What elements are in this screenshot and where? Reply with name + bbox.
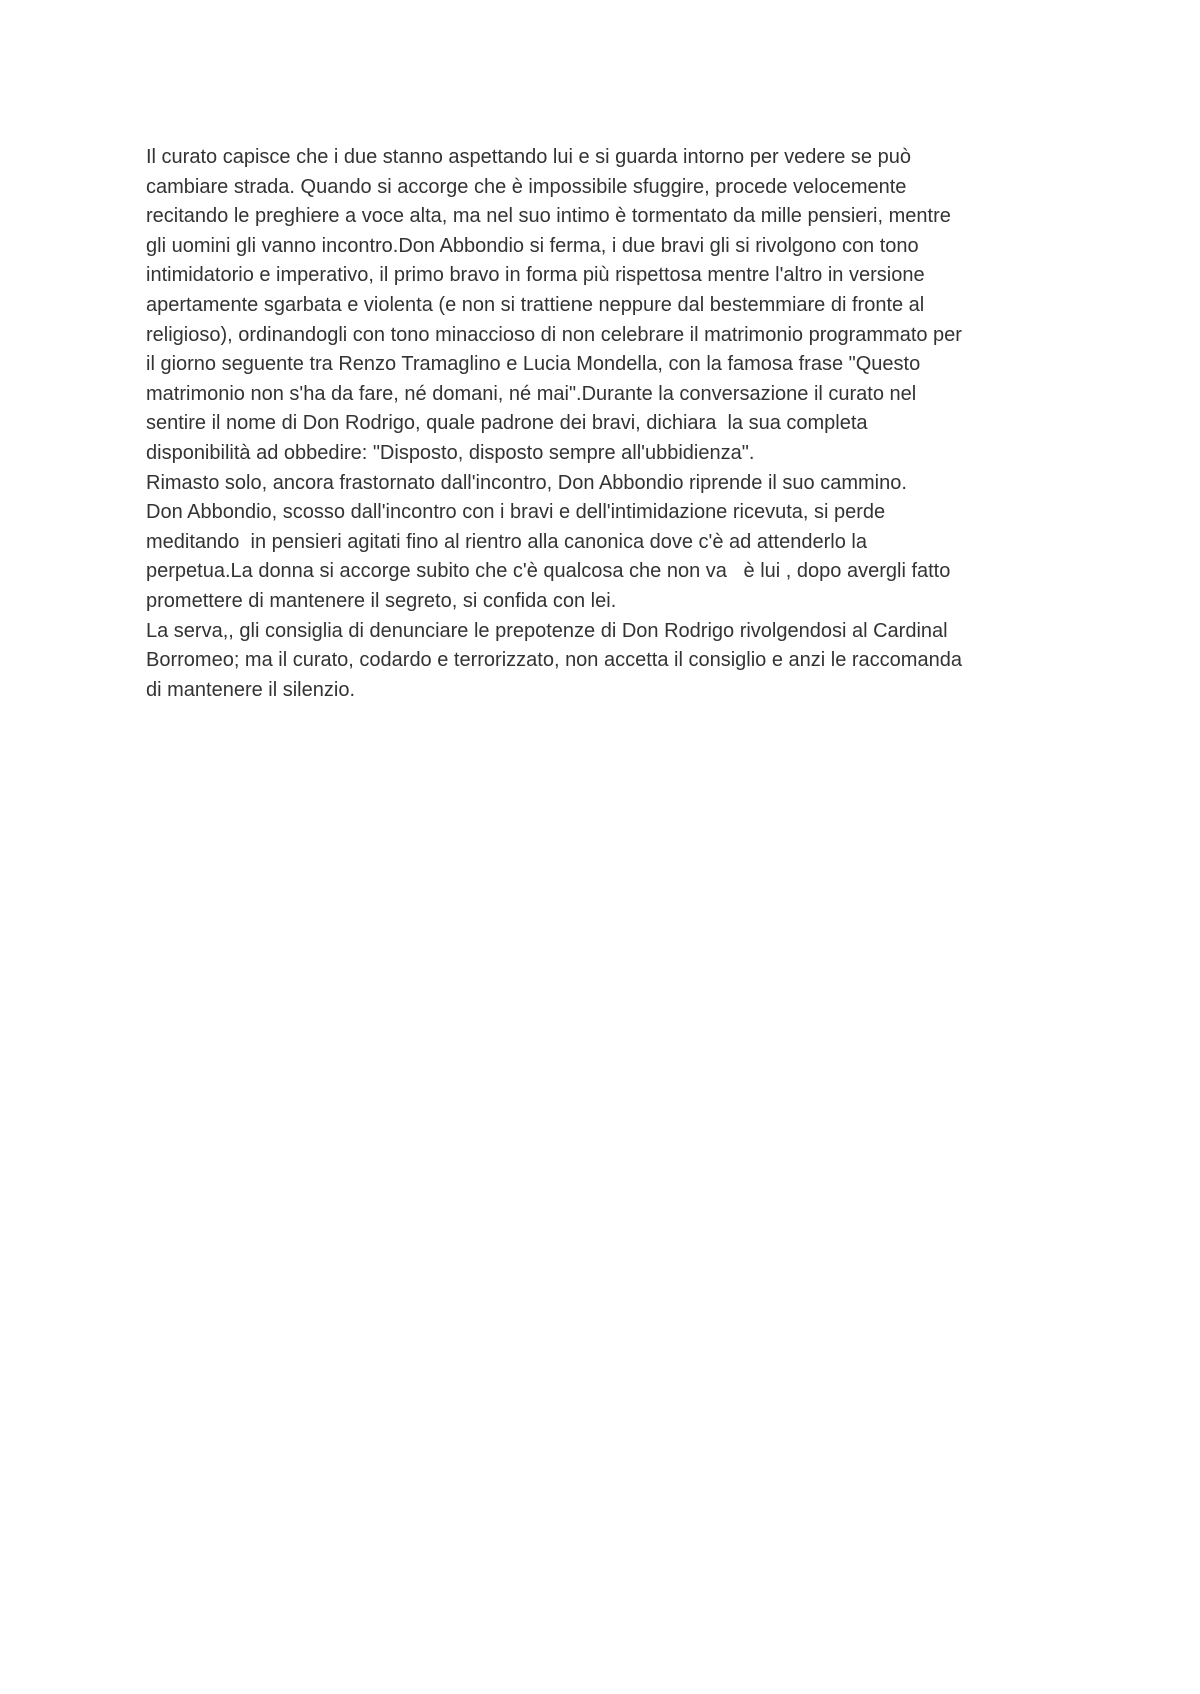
text-line: apertamente sgarbata e violenta (e non si trattiene neppure dal bestemmiare di fronte al xyxy=(146,293,925,316)
text-line: gli uomini gli vanno incontro.Don Abbondio si ferma, i due bravi gli si rivolgono con tono xyxy=(146,234,919,257)
text-line: cambiare strada. Quando si accorge che è impossibile sfuggire, procede velocemente xyxy=(146,175,907,198)
text-line: sentire il nome di Don Rodrigo, quale padrone dei bravi, dichiara la sua completa xyxy=(146,412,868,435)
text-line: meditando in pensieri agitati fino al rientro alla canonica dove c'è ad attenderlo la xyxy=(146,530,867,553)
text-line: intimidatorio e imperativo, il primo bravo in forma più rispettosa mentre l'altro in versione xyxy=(146,264,925,287)
text-line: Don Abbondio, scosso dall'incontro con i bravi e dell'intimidazione ricevuta, si perde xyxy=(146,501,886,524)
text-line: Rimasto solo, ancora frastornato dall'incontro, Don Abbondio riprende il suo cammino. xyxy=(146,471,907,494)
text-line: Il curato capisce che i due stanno aspettando lui e si guarda intorno per vedere se può xyxy=(146,146,911,168)
text-line: La serva,, gli consiglia di denunciare le prepotenze di Don Rodrigo rivolgendosi al Cardinal xyxy=(146,619,948,642)
text-line: disponibilità ad obbedire: "Disposto, disposto sempre all'ubbidienza". xyxy=(146,441,755,464)
text-line: di mantenere il silenzio. xyxy=(146,678,355,701)
text-line: il giorno seguente tra Renzo Tramaglino e Lucia Mondella, con la famosa frase "Questo xyxy=(146,353,921,376)
document-body-text xyxy=(146,143,1076,705)
text-line: recitando le preghiere a voce alta, ma nel suo intimo è tormentato da mille pensieri, mentre xyxy=(146,205,951,228)
text-line: Borromeo; ma il curato, codardo e terrorizzato, non accetta il consiglio e anzi le raccomanda xyxy=(146,649,962,672)
text-line: matrimonio non s'ha da fare, né domani, né mai".Durante la conversazione il curato nel xyxy=(146,382,917,405)
text-line: perpetua.La donna si accorge subito che c'è qualcosa che non va è lui , dopo avergli fatto xyxy=(146,560,951,583)
text-line: promettere di mantenere il segreto, si confida con lei. xyxy=(146,589,617,612)
text-line: religioso), ordinandogli con tono minaccioso di non celebrare il matrimonio programmato per xyxy=(146,323,962,346)
